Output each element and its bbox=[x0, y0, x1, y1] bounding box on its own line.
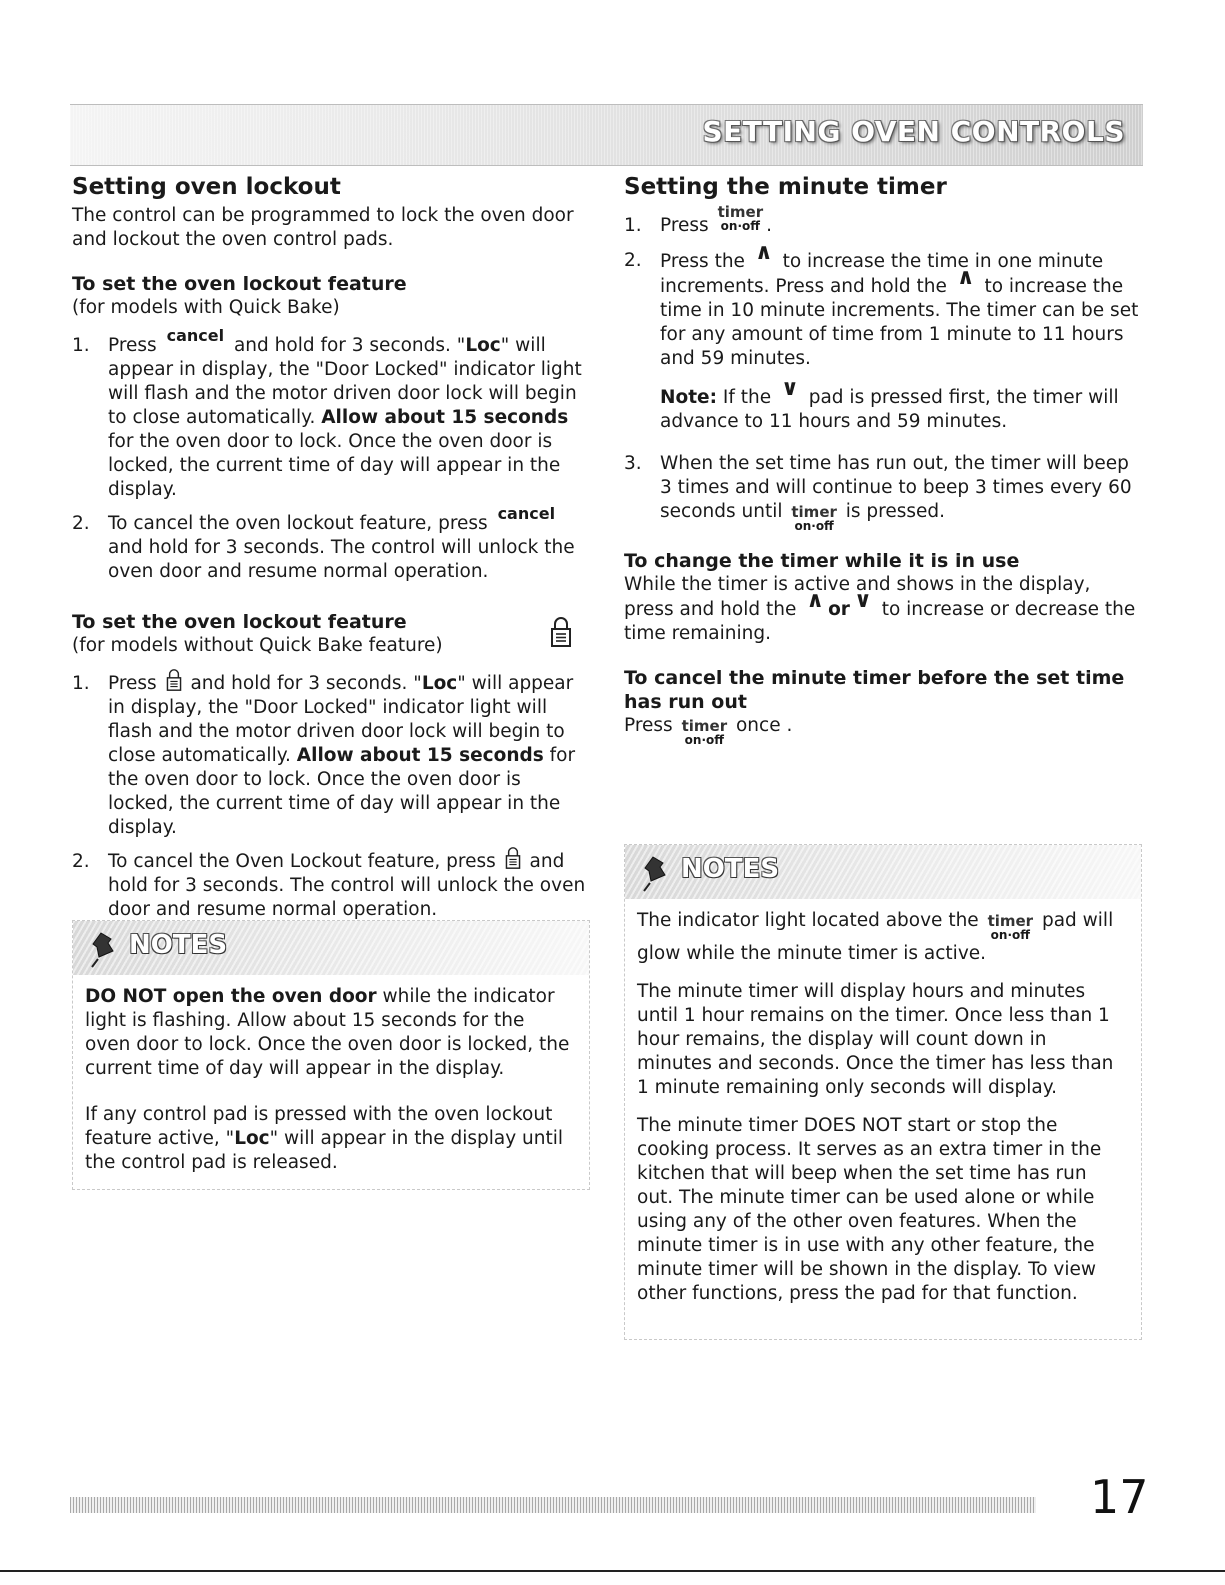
step-text: and hold for 3 seconds. " bbox=[184, 673, 422, 694]
lock-icon bbox=[550, 616, 572, 648]
page-title: SETTING OVEN CONTROLS bbox=[702, 115, 1125, 148]
key-label-bottom: on·off bbox=[684, 733, 724, 747]
note-text: pad will glow while the minute timer is active. bbox=[637, 910, 1114, 964]
up-arrow-icon: ∧ bbox=[754, 240, 773, 265]
step-text: and hold for 3 seconds. " bbox=[228, 335, 466, 356]
emphasis-text: DO NOT open the oven door bbox=[85, 986, 377, 1007]
note-paragraph: The minute timer DOES NOT start or stop the cooking process. It serves as an extra timer in the kitchen that will beep when the set time has run out. The minute timer can be used alone or while using any of the other oven features. When the minute timer is in use with any other feature, the minute timer will be shown in the display. To view other functions, press the pad for that function. bbox=[637, 1115, 1102, 1304]
note-text: If any control pad is pressed with the oven lockout feature active, " bbox=[85, 1104, 553, 1149]
page-number: 17 bbox=[1090, 1470, 1149, 1524]
step-text: While the timer is active and shows in the display, press and hold the bbox=[624, 574, 1091, 620]
lockout-intro: The control can be programmed to lock the oven door and lockout the oven control pads. bbox=[72, 205, 574, 250]
emphasis-text: Allow about 15 seconds bbox=[321, 407, 569, 428]
header-banner bbox=[70, 104, 1143, 166]
step-text: and hold for 3 seconds. The control will unlock the oven door and resume normal operation. bbox=[108, 537, 575, 582]
bottom-rule bbox=[0, 1570, 1225, 1572]
note-text: while the indicator light is flashing. Allow about 15 seconds for the oven door to lock. Once the oven door is locked, the current time of day will appear in the display. bbox=[85, 986, 570, 1079]
note-paragraph bbox=[660, 376, 1144, 434]
note-paragraph: The minute timer will display hours and minutes until 1 hour remains on the timer. Once less than 1 hour remains, the display will count down in minutes and seconds. Once the timer has less than 1 minute remaining only seconds will display. bbox=[637, 981, 1114, 1098]
up-arrow-icon: ∧ bbox=[806, 588, 825, 613]
note-label: Note: bbox=[660, 387, 717, 408]
notes-header bbox=[73, 921, 589, 975]
step-number: 2. bbox=[72, 851, 90, 872]
emphasis-text: Allow about 15 seconds bbox=[296, 745, 544, 766]
footer-bar bbox=[70, 1497, 1036, 1513]
loc-text: Loc bbox=[234, 1128, 270, 1149]
list-item bbox=[624, 452, 1144, 533]
loc-text: Loc bbox=[465, 335, 501, 356]
pushpin-icon bbox=[641, 853, 671, 893]
step-text: " will appear in display, the "Door Locked" indicator light will flash and the motor driven door lock will begin to close automatically. bbox=[108, 673, 574, 766]
cancel-timer-text bbox=[624, 714, 1144, 747]
step-number: 3. bbox=[624, 453, 642, 474]
step-text: once . bbox=[730, 715, 793, 736]
note-paragraph bbox=[637, 909, 1127, 966]
list-item bbox=[624, 240, 1144, 434]
cancel-key-label: cancel bbox=[166, 326, 225, 345]
subheading-no-quick-bake: (for models without Quick Bake feature) bbox=[72, 635, 443, 656]
step-number: 2. bbox=[72, 513, 90, 534]
step-text: is pressed. bbox=[839, 501, 946, 522]
heading-lockout-quick-bake: To set the oven lockout feature bbox=[72, 273, 407, 295]
section-title-oven-lockout: Setting oven lockout bbox=[72, 174, 341, 200]
list-item bbox=[72, 672, 592, 840]
timer-onoff-key bbox=[791, 505, 837, 533]
heading-cancel-timer: To cancel the minute timer before the set time has run out bbox=[624, 667, 1125, 713]
step-number: 2. bbox=[624, 250, 642, 271]
timer-onoff-key bbox=[718, 205, 764, 233]
step-text: To cancel the oven lockout feature, press bbox=[108, 513, 494, 534]
notes-header bbox=[625, 845, 1141, 899]
step-text: Press bbox=[108, 673, 163, 694]
list-item bbox=[72, 504, 592, 584]
notes-title: NOTES bbox=[129, 930, 228, 960]
right-column bbox=[624, 172, 1144, 747]
key-label-bottom: on·off bbox=[794, 519, 834, 533]
notes-body bbox=[73, 975, 589, 1199]
step-text: Press bbox=[108, 335, 163, 356]
key-label-top: timer bbox=[791, 503, 837, 521]
timer-onoff-key bbox=[682, 719, 728, 747]
up-arrow-icon: ∧ bbox=[956, 265, 975, 290]
notes-box-lockout bbox=[72, 920, 590, 1190]
note-paragraph bbox=[85, 1103, 575, 1175]
step-text: Press the bbox=[660, 251, 751, 272]
list-item bbox=[624, 200, 1144, 236]
pushpin-icon bbox=[89, 929, 119, 969]
lockout-no-quick-bake-header bbox=[72, 610, 592, 658]
section-title-minute-timer: Setting the minute timer bbox=[624, 174, 947, 200]
step-text: If the bbox=[716, 387, 777, 408]
step-text: to increase the time in 10 minute increments. The timer can be set for any amount of time from 1 minute to 11 hours and 59 minutes. bbox=[660, 276, 1139, 369]
timer-steps bbox=[624, 200, 1144, 533]
step-text: When the set time has run out, the timer will beep 3 times and will continue to beep 3 times every 60 seconds until bbox=[660, 453, 1132, 522]
step-text: . bbox=[766, 215, 772, 236]
heading-lockout-no-quick-bake: To set the oven lockout feature bbox=[72, 611, 407, 633]
key-label-bottom: on·off bbox=[990, 928, 1030, 942]
step-text: pad is pressed first, the timer will advance to 11 hours and 59 minutes. bbox=[660, 387, 1119, 432]
or-text: or bbox=[828, 599, 850, 620]
down-arrow-icon: ∨ bbox=[780, 376, 799, 401]
timer-onoff-key bbox=[988, 914, 1034, 942]
step-text: Press bbox=[624, 715, 679, 736]
step-text: to increase or decrease the time remaining. bbox=[624, 599, 1136, 644]
subheading-quick-bake: (for models with Quick Bake) bbox=[72, 297, 340, 318]
heading-change-timer: To change the timer while it is in use bbox=[624, 550, 1020, 572]
step-text: to increase the time in one minute increments. Press and hold the bbox=[660, 251, 1104, 297]
lockout-steps-quick-bake bbox=[72, 326, 592, 584]
left-column bbox=[72, 172, 592, 932]
step-text: for the oven door to lock. Once the oven door is locked, the current time of day will appear in the display. bbox=[108, 745, 576, 838]
step-number: 1. bbox=[624, 215, 642, 236]
loc-text: Loc bbox=[421, 673, 458, 694]
list-item bbox=[72, 326, 592, 502]
lock-icon bbox=[505, 846, 521, 870]
notes-body bbox=[625, 899, 1141, 1330]
note-paragraph bbox=[85, 985, 575, 1081]
step-text: Press bbox=[660, 215, 715, 236]
step-text: and hold for 3 seconds. The control will unlock the oven door and resume normal operation. bbox=[108, 851, 586, 920]
cancel-key-label: cancel bbox=[497, 504, 556, 523]
notes-box-timer bbox=[624, 844, 1142, 1340]
change-timer-text bbox=[624, 573, 1144, 646]
key-label-top: timer bbox=[681, 717, 728, 735]
key-label-top: timer bbox=[717, 203, 764, 221]
step-text: " will appear in display, the "Door Locked" indicator light will flash and the motor driven door lock will begin to close automatically. bbox=[108, 335, 582, 428]
key-label-top: timer bbox=[987, 912, 1034, 930]
step-text: for the oven door to lock. Once the oven door is locked, the current time of day will appear in the display. bbox=[108, 431, 561, 500]
key-label-bottom: on·off bbox=[720, 219, 760, 233]
step-number: 1. bbox=[72, 335, 90, 356]
list-item bbox=[72, 850, 592, 922]
lock-icon bbox=[166, 668, 182, 692]
notes-title: NOTES bbox=[681, 854, 780, 884]
note-text: The indicator light located above the bbox=[637, 910, 985, 931]
note-text: " will appear in the display until the control pad is released. bbox=[85, 1128, 564, 1173]
step-text: To cancel the Oven Lockout feature, press bbox=[108, 851, 502, 872]
step-number: 1. bbox=[72, 673, 90, 694]
down-arrow-icon: ∨ bbox=[853, 588, 872, 613]
lockout-steps-no-quick-bake bbox=[72, 672, 592, 922]
